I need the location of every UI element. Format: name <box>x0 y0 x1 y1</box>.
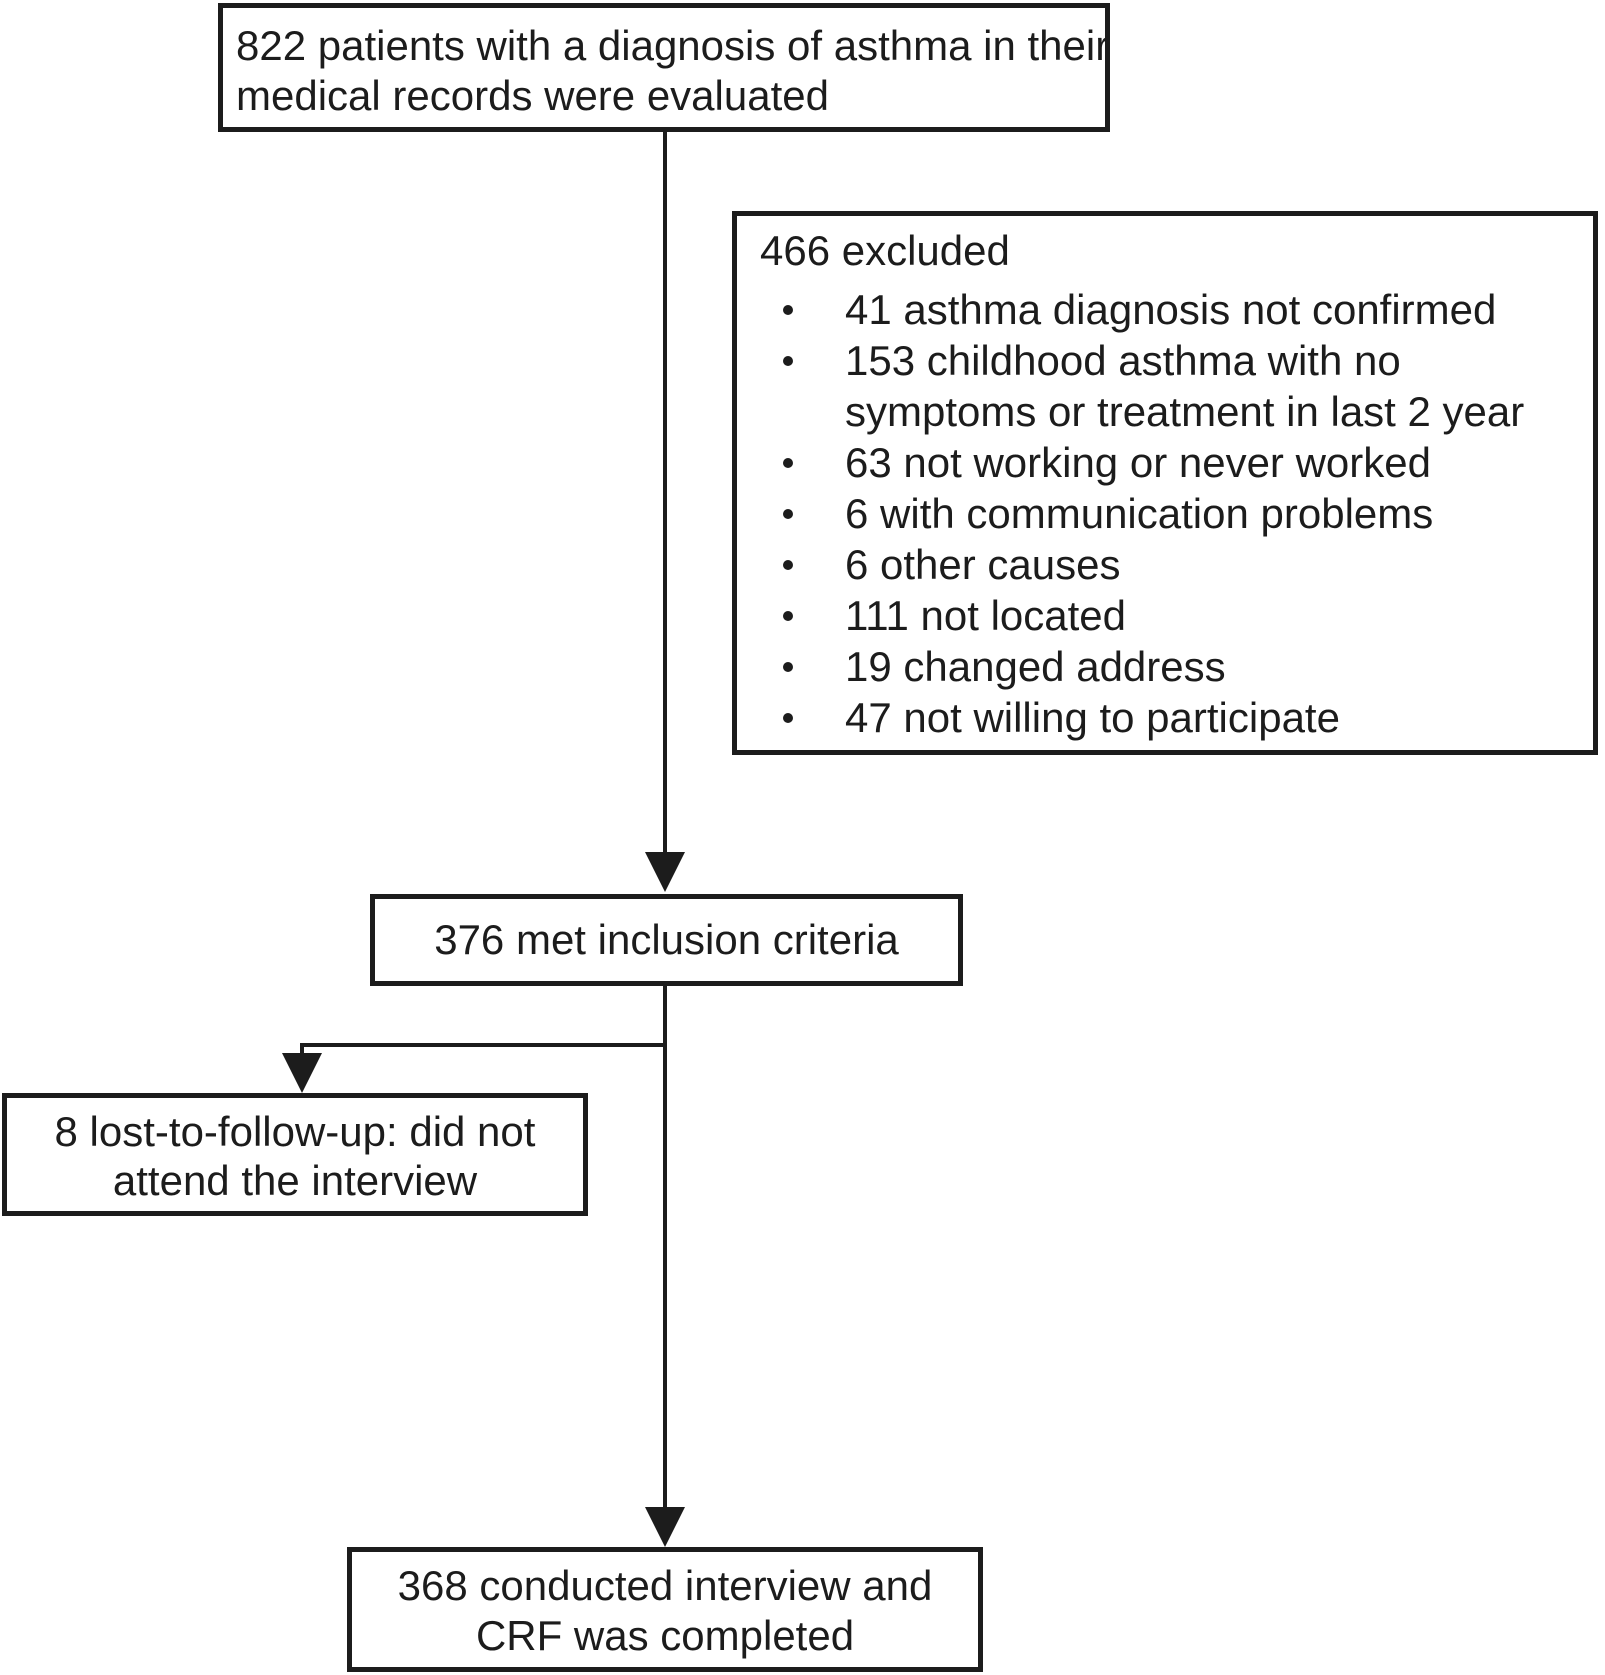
bullet-dot-icon <box>783 509 793 519</box>
excluded-item-text: 111 not located <box>845 592 1126 639</box>
bullet-dot-icon <box>783 713 793 723</box>
excluded-item <box>783 284 1593 335</box>
node-inclusion-text: 376 met inclusion criteria <box>434 916 899 963</box>
excluded-item <box>783 641 1593 692</box>
node-evaluated-line2: medical records were evaluated <box>236 72 829 119</box>
arrow-down-icon <box>645 852 685 892</box>
excluded-item <box>783 539 1593 590</box>
excluded-item-text: 6 other causes <box>845 541 1121 588</box>
connector-inclusion-to-completed <box>663 986 667 1509</box>
excluded-item <box>783 692 1593 743</box>
bullet-dot-icon <box>783 356 793 366</box>
excluded-item <box>783 437 1593 488</box>
node-inclusion <box>370 894 963 986</box>
node-completed <box>347 1547 983 1672</box>
excluded-item-text: 41 asthma diagnosis not confirmed <box>845 286 1497 333</box>
excluded-item <box>783 335 1593 437</box>
excluded-item-text: 63 not working or never worked <box>845 439 1431 486</box>
node-excluded <box>732 211 1598 755</box>
excluded-item-text: 153 childhood asthma with no symptoms or treatment in last 2 year <box>845 337 1525 435</box>
excluded-item-text: 19 changed address <box>845 643 1226 690</box>
excluded-item-text: 47 not willing to participate <box>845 694 1340 741</box>
bullet-dot-icon <box>783 560 793 570</box>
node-completed-line1: 368 conducted interview and <box>397 1562 933 1609</box>
arrow-down-icon <box>645 1507 685 1547</box>
excluded-item <box>783 488 1593 539</box>
connector-evaluated-to-inclusion <box>663 132 667 854</box>
excluded-item <box>783 590 1593 641</box>
connector-branch-horizontal <box>300 1043 667 1047</box>
bullet-dot-icon <box>783 458 793 468</box>
node-evaluated <box>218 3 1110 132</box>
excluded-title: 466 excluded <box>760 227 1010 274</box>
node-completed-line2: CRF was completed <box>475 1612 855 1659</box>
bullet-dot-icon <box>783 611 793 621</box>
bullet-dot-icon <box>783 662 793 672</box>
bullet-dot-icon <box>783 305 793 315</box>
arrow-down-icon <box>282 1053 322 1093</box>
node-lost-line2: attend the interview <box>112 1157 478 1204</box>
node-evaluated-line1: 822 patients with a diagnosis of asthma in their <box>236 22 1110 69</box>
excluded-list <box>760 284 1593 743</box>
node-lost-line1: 8 lost-to-follow-up: did not <box>54 1108 536 1155</box>
excluded-item-text: 6 with communication problems <box>845 490 1434 537</box>
node-lost-to-follow-up <box>2 1093 588 1216</box>
